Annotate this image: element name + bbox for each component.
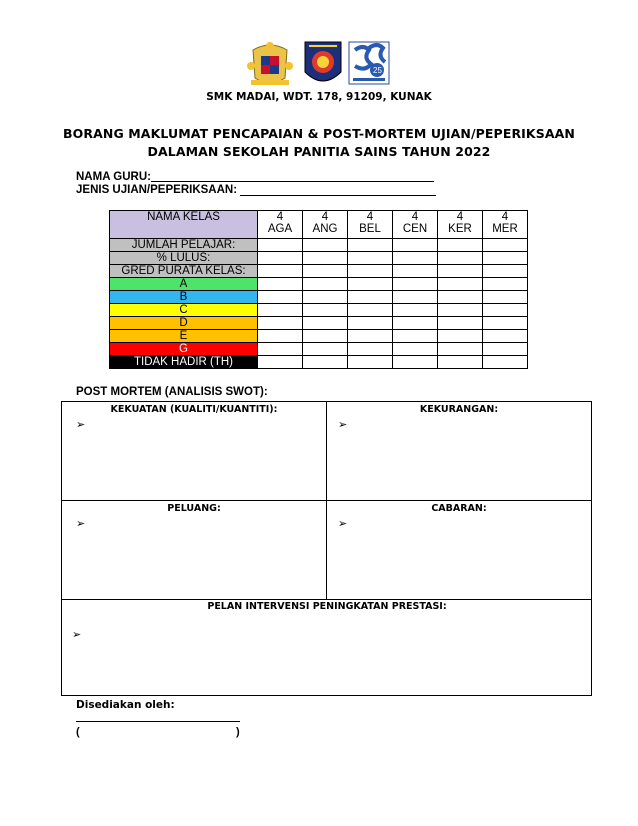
class-header-cell [438, 211, 483, 239]
data-cell[interactable] [393, 265, 438, 278]
data-cell[interactable] [303, 265, 348, 278]
data-cell[interactable] [258, 278, 303, 291]
swot-section-title: POST MORTEM (ANALISIS SWOT): [76, 386, 268, 398]
ss-25-logo [349, 42, 389, 84]
data-cell[interactable] [483, 265, 528, 278]
data-cell[interactable] [348, 278, 393, 291]
table-row [110, 265, 528, 278]
data-cell[interactable] [483, 343, 528, 356]
teacher-name-line[interactable] [151, 170, 434, 182]
data-cell[interactable] [348, 304, 393, 317]
data-cell[interactable] [438, 356, 483, 369]
class-name: AGA [267, 223, 293, 235]
data-cell[interactable] [303, 330, 348, 343]
data-cell[interactable] [483, 278, 528, 291]
form-title-line-1: BORANG MAKLUMAT PENCAPAIAN & POST-MORTEM UJIAN/PEPERIKSAAN [63, 126, 575, 141]
data-cell[interactable] [483, 330, 528, 343]
data-cell[interactable] [348, 265, 393, 278]
row-label-grade-d: D [110, 317, 258, 330]
data-cell[interactable] [393, 239, 438, 252]
data-cell[interactable] [483, 356, 528, 369]
swot-divider-2 [62, 599, 591, 600]
data-cell[interactable] [258, 265, 303, 278]
data-cell[interactable] [258, 330, 303, 343]
data-cell[interactable] [348, 252, 393, 265]
row-label-absent: TIDAK HADIR (TH) [110, 356, 258, 369]
class-header-cell [483, 211, 528, 239]
class-name: BEL [359, 223, 381, 235]
threats-heading: CABARAN: [431, 503, 487, 514]
data-cell[interactable] [348, 291, 393, 304]
data-cell[interactable] [303, 304, 348, 317]
data-cell[interactable] [393, 252, 438, 265]
data-cell[interactable] [438, 252, 483, 265]
data-cell[interactable] [258, 356, 303, 369]
table-row [110, 330, 528, 343]
data-cell[interactable] [258, 343, 303, 356]
class-header-label: NAMA KELAS [110, 211, 258, 239]
intervention-heading: PELAN INTERVENSI PENINGKATAN PRESTASI: [207, 601, 447, 612]
data-cell[interactable] [438, 278, 483, 291]
crest-logo [247, 42, 293, 85]
data-cell[interactable] [303, 317, 348, 330]
swot-box [61, 401, 592, 696]
table-row [110, 239, 528, 252]
row-label-pass-percent: % LULUS: [110, 252, 258, 265]
class-header-cell [303, 211, 348, 239]
table-row [110, 278, 528, 291]
threats-bullet-icon: ➢ [338, 518, 348, 530]
data-cell[interactable] [258, 291, 303, 304]
class-form: 4 [456, 211, 464, 223]
data-cell[interactable] [483, 239, 528, 252]
data-cell[interactable] [348, 343, 393, 356]
data-cell[interactable] [483, 252, 528, 265]
data-cell[interactable] [438, 343, 483, 356]
data-cell[interactable] [258, 317, 303, 330]
data-cell[interactable] [393, 278, 438, 291]
data-cell[interactable] [438, 330, 483, 343]
data-cell[interactable] [348, 330, 393, 343]
school-badge-logo [305, 42, 341, 81]
strengths-heading: KEKUATAN (KUALITI/KUANTITI): [110, 404, 278, 415]
row-label-grade-g: G [110, 343, 258, 356]
row-label-grade-e: E [110, 330, 258, 343]
logo-group [245, 38, 395, 90]
table-row [110, 304, 528, 317]
data-cell[interactable] [393, 330, 438, 343]
data-cell[interactable] [303, 291, 348, 304]
class-header-cell [258, 211, 303, 239]
data-cell[interactable] [303, 343, 348, 356]
data-cell[interactable] [438, 239, 483, 252]
exam-type-line[interactable] [240, 183, 436, 196]
data-cell[interactable] [258, 239, 303, 252]
strengths-bullet-icon: ➢ [76, 419, 86, 431]
data-cell[interactable] [438, 265, 483, 278]
data-cell[interactable] [303, 252, 348, 265]
results-table [109, 210, 528, 369]
row-label-total-students: JUMLAH PELAJAR: [110, 239, 258, 252]
table-header-row [110, 211, 528, 239]
weaknesses-heading: KEKURANGAN: [419, 404, 499, 415]
data-cell[interactable] [483, 291, 528, 304]
table-row [110, 291, 528, 304]
logo-text: 25 [373, 66, 382, 75]
opportunities-heading: PELUANG: [167, 503, 221, 514]
intervention-bullet-icon: ➢ [72, 629, 82, 641]
swot-divider-1 [62, 500, 591, 501]
data-cell[interactable] [438, 291, 483, 304]
signature-line[interactable] [76, 721, 240, 722]
data-cell[interactable] [303, 356, 348, 369]
row-label-average-grade: GRED PURATA KELAS: [110, 265, 258, 278]
data-cell[interactable] [348, 317, 393, 330]
table-row [110, 343, 528, 356]
class-name: MER [492, 223, 518, 235]
class-form: 4 [366, 211, 374, 223]
class-header-cell [348, 211, 393, 239]
school-address: SMK MADAI, WDT. 178, 91209, KUNAK [206, 91, 432, 103]
opportunities-bullet-icon: ➢ [76, 518, 86, 530]
class-name: CEN [402, 223, 428, 235]
class-form: 4 [411, 211, 419, 223]
exam-type-label: JENIS UJIAN/PEPERIKSAAN: [76, 184, 238, 196]
teacher-name-label: NAMA GURU: [76, 171, 151, 183]
data-cell[interactable] [438, 304, 483, 317]
weaknesses-bullet-icon: ➢ [338, 419, 348, 431]
class-header-cell [393, 211, 438, 239]
data-cell[interactable] [303, 239, 348, 252]
data-cell[interactable] [393, 343, 438, 356]
data-cell[interactable] [393, 304, 438, 317]
data-cell[interactable] [258, 304, 303, 317]
form-title-line-2: DALAMAN SEKOLAH PANITIA SAINS TAHUN 2022 [147, 144, 491, 159]
class-form: 4 [321, 211, 329, 223]
class-name: KER [448, 223, 472, 235]
data-cell[interactable] [393, 317, 438, 330]
data-cell[interactable] [483, 317, 528, 330]
prepared-by-label: Disediakan oleh: [76, 699, 175, 711]
name-open-paren: ( [76, 726, 80, 738]
data-cell[interactable] [348, 239, 393, 252]
table-row [110, 317, 528, 330]
data-cell[interactable] [393, 291, 438, 304]
data-cell[interactable] [303, 278, 348, 291]
row-label-grade-a: A [110, 278, 258, 291]
data-cell[interactable] [258, 252, 303, 265]
data-cell[interactable] [483, 304, 528, 317]
row-label-grade-c: C [110, 304, 258, 317]
header-logos [245, 38, 395, 90]
name-close-paren: ) [236, 726, 240, 738]
class-form: 4 [501, 211, 509, 223]
data-cell[interactable] [348, 356, 393, 369]
data-cell[interactable] [393, 356, 438, 369]
table-row [110, 356, 528, 369]
class-form: 4 [276, 211, 284, 223]
row-label-grade-b: B [110, 291, 258, 304]
class-name: ANG [312, 223, 338, 235]
table-row [110, 252, 528, 265]
data-cell[interactable] [438, 317, 483, 330]
